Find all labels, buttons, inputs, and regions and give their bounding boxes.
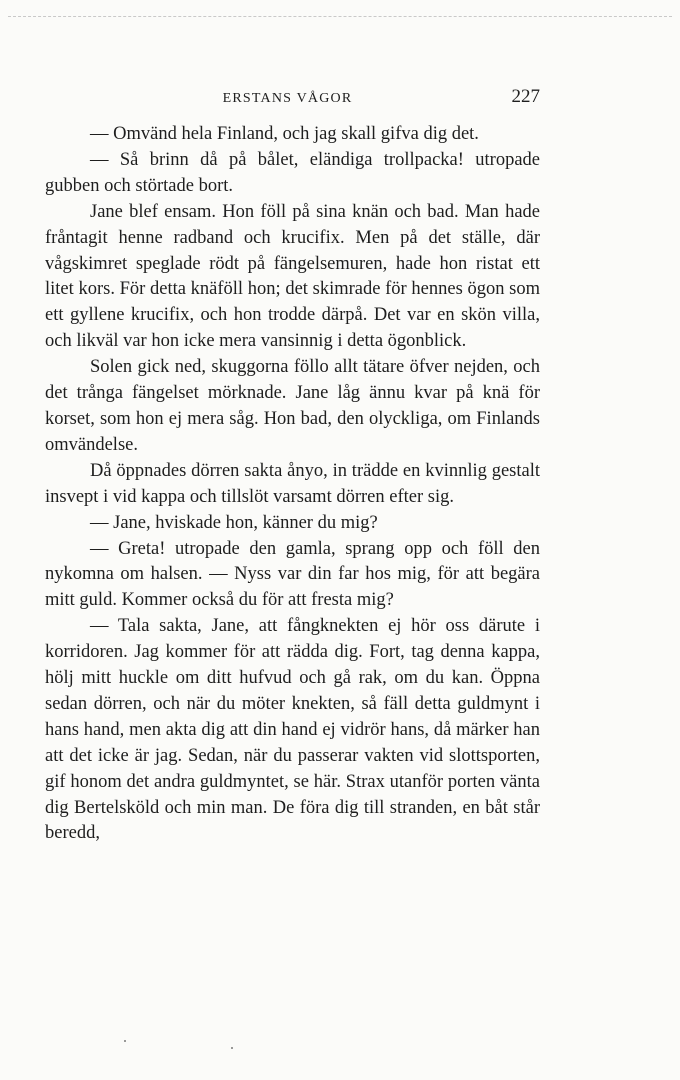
- paragraph-7: — Greta! utropade den gamla, sprang opp och föll den nykomna om halsen. — Nyss var din far hos mig, för att begära mitt guld. Kommer också du för att fresta mig?: [45, 538, 540, 611]
- paragraph-5: Då öppnades dörren sakta ånyo, in trädde en kvinnlig gestalt insvept i vid kappa och tillslöt varsamt dörren efter sig.: [45, 460, 540, 507]
- paragraph-4: Solen gick ned, skuggorna föllo allt tätare öfver nejden, och det trånga fängelset mörknade. Jane låg ännu kvar på knä för korset, som hon ej mera såg. Hon bad, den olyckliga, om Finlands omvändelse.: [45, 357, 540, 455]
- paragraph-8: — Tala sakta, Jane, att fångknekten ej hör oss därute i korridoren. Jag kommer för att rädda dig. Fort, tag denna kappa, hölj mitt huckle om ditt hufvud och gå rak, om du kan. Öppna sedan dörren, och när du möter knekten, så fäll detta guldmynt i hans hand, men akta dig att din hand ej vidrör hans, då märker han att det icke är jag. Sedan, när du passerar vakten vid slottsporten, gif honom det andra guldmyntet, se här. Strax utanför porten vänta dig Bertelsköld och min man. De föra dig till stranden, en båt står beredd,: [45, 616, 540, 844]
- paragraph-2: — Så brinn då på bålet, eländiga trollpacka! utropade gubben och störtade bort.: [45, 149, 540, 196]
- paragraph-3: Jane blef ensam. Hon föll på sina knän och bad. Man hade fråntagit henne radband och krucifix. Men på det ställe, där vågskimret speglade rödt på fängelsemuren, hade hon ristat ett litet kors. För detta knäföll hon; det skimrade för hennes ögon som ett gyllene krucifix, och hon trodde därpå. Det var en skön villa, och likväl var hon icke mera vansinnig i detta ögonblick.: [45, 201, 540, 352]
- running-header: [45, 88, 540, 114]
- book-page: [45, 88, 540, 847]
- running-title: ERSTANS VÅGOR: [222, 91, 353, 106]
- scan-speck: [231, 1047, 233, 1049]
- page-number: 227: [511, 86, 540, 107]
- scan-speck: [124, 1040, 126, 1042]
- paragraph-1: — Omvänd hela Finland, och jag skall gifva dig det.: [90, 124, 479, 144]
- paragraph-6: — Jane, hviskade hon, känner du mig?: [90, 512, 378, 533]
- text-body: [45, 122, 540, 847]
- scan-edge-line: [8, 16, 672, 17]
